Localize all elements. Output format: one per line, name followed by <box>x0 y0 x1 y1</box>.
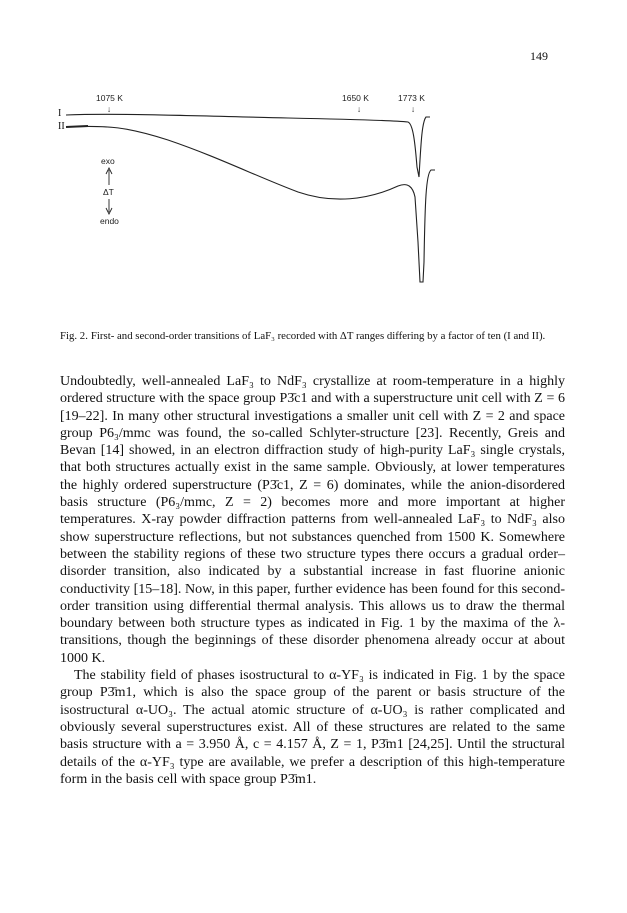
dta-curves <box>58 82 448 322</box>
marker-1075-label: 1075 K <box>96 93 123 103</box>
curve-label-i: I <box>58 108 62 119</box>
body-text <box>60 373 565 788</box>
dta-curve-i <box>66 114 430 177</box>
paragraph: Undoubtedly, well-annealed LaF₃ to NdF₃ crystallize at room-temperature in a highly ordered structure with the space group P3̄c1 and with a superstructure unit cell with Z = 6 [19–22]. In many other structural investigations a smaller unit cell with Z = 2 and space group P6₃/mmc was found, the so-called Schlyter-structure [23]. Recently, Greis and Bevan [14] showed, in an electron diffraction study of high-purity LaF₃ single crystals, that both structures actually exist in the same sample. Obviously, at lower temperatures the highly ordered superstructure (P3̄c1, Z = 6) dominates, while the anion-disordered basis structure (P6₃/mmc, Z = 2) becomes more and more important at higher temperatures. X-ray powder diffraction patterns from well-annealed LaF₃ to NdF₃ also show superstructure reflections, but not substances quenched from 1500 K. Somewhere between the stability regions of these two structure types there occurs a gradual order–disorder transition, also indicated by a substantial increase in fast fluorine anionic conductivity [15–18]. Now, in this paper, further evidence has been found for this second-order transition using differential thermal analysis. This allows us to draw the thermal boundary between both structure types as indicated in Fig. 1 by the maxima of the λ-transitions, though the beginnings of these disorder phenomena already occur at about 1000 K. <box>60 374 565 666</box>
dta-curve-ii-start <box>66 126 88 127</box>
marker-1650-label: 1650 K <box>342 93 369 103</box>
marker-1773-arrow: ↓ <box>410 104 416 114</box>
dta-figure <box>58 82 448 322</box>
marker-1075-arrow: ↓ <box>106 104 112 114</box>
caption-label: Fig. 2. <box>60 330 88 342</box>
axis-delta-t-label: ΔT <box>103 187 114 197</box>
curve-label-ii: II <box>58 121 65 132</box>
dta-curve-ii <box>66 126 435 282</box>
axis-endo-label: endo <box>100 216 119 226</box>
marker-1773-label: 1773 K <box>398 93 425 103</box>
page-number: 149 <box>530 49 548 63</box>
paragraph: The stability field of phases isostructural to α-YF₃ is indicated in Fig. 1 by the space group P3̄m1, which is also the space group of the parent or basis structure of the isostructural α-UO₃. The actual atomic structure of α-UO₃ is rather complicated and obviously several superstructures exist. All of these structures are related to the same basis structure with a = 3.950 Å, c = 4.157 Å, Z = 1, P3̄m1 [24,25]. Until the structural details of the α-YF₃ type are available, we prefer a description of this high-temperature form in the basis cell with space group P3̄m1. <box>60 668 565 787</box>
caption-text: First- and second-order transitions of LaF₃ recorded with ΔT ranges differing by a factor of ten (I and II). <box>90 330 546 342</box>
figure-caption <box>60 328 565 344</box>
axis-exo-label: exo <box>101 156 115 166</box>
marker-1650-arrow: ↓ <box>356 104 362 114</box>
